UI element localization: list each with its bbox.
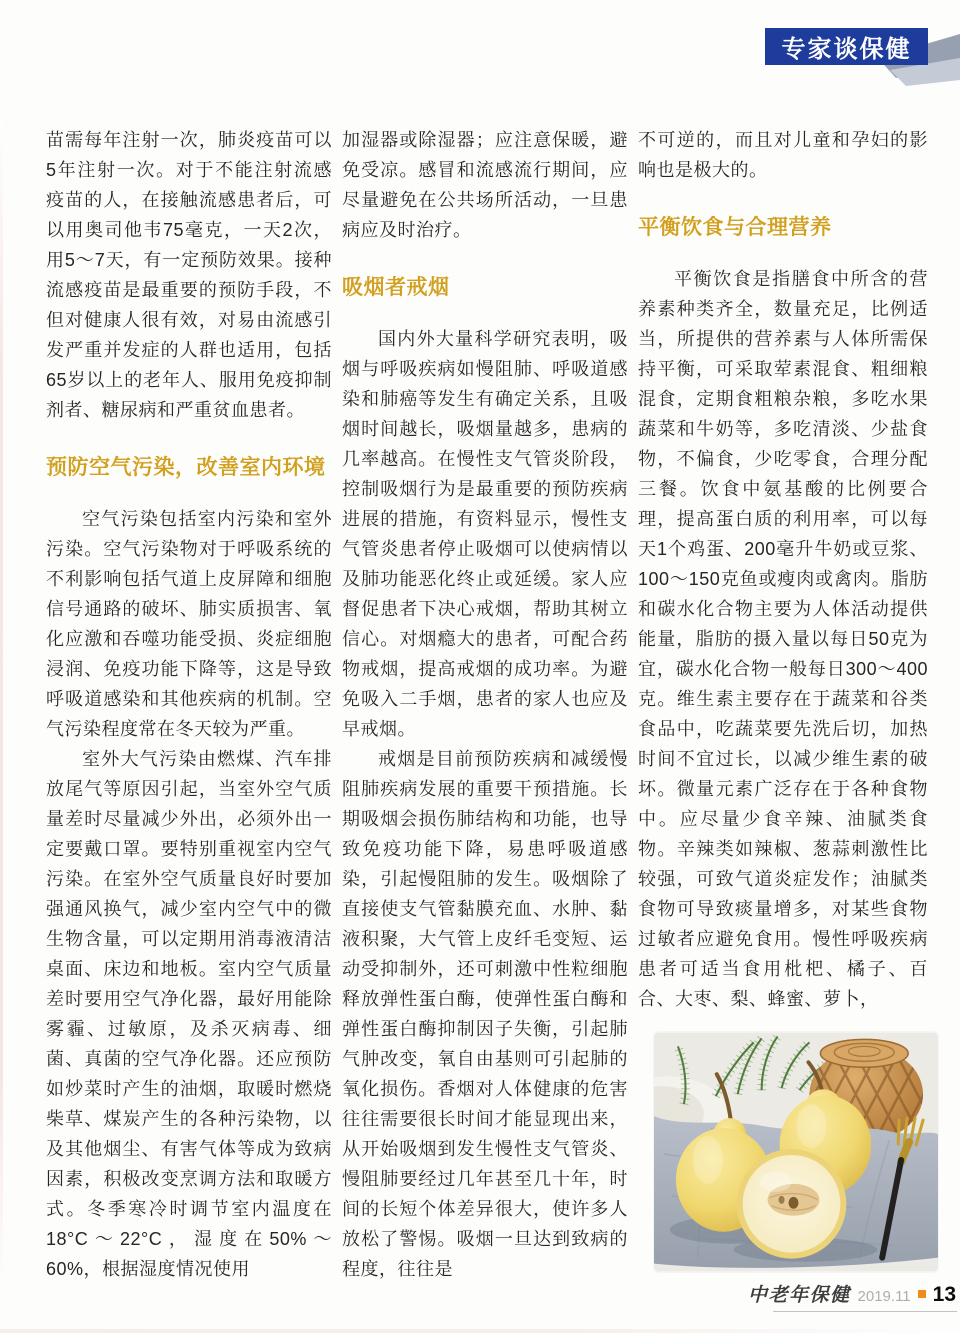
body-paragraph: 国内外大量科学研究表明，吸烟与呼吸疾病如慢阻肺、呼吸道感染和肺癌等发生有确定关系，且吸烟时间越长，吸烟量越多，患病的几率越高。在慢性支气管炎阶段，控制吸烟行为是最重要的预防疾病进展的措施，有资料显示，慢性支气管炎患者停止吸烟可以使病情以及肺功能恶化终止或延缓。家人应督促患者下决心戒烟，帮助其树立信心。对烟瘾大的患者，可配合药物戒烟，提高戒烟的成功率。为避免吸入二手烟，患者的家人也应及早戒烟。 (342, 329, 628, 739)
pears-photo (654, 1032, 938, 1272)
body-paragraph: 不可逆的，而且对儿童和孕妇的影响也是极大的。 (638, 130, 928, 180)
magazine-title: 中老年保健 (748, 1284, 851, 1306)
section-banner (740, 18, 960, 92)
body-paragraph: 空气污染包括室内污染和室外污染。空气污染物对于呼吸系统的不利影响包括气道上皮屏障和细胞信号通路的破坏、肺实质损害、氧化应激和吞噬功能受损、炎症细胞浸润、免疫功能下降等，这是导致呼吸道感染和其他疾病的机制。空气污染程度常在冬天较为严重。 (46, 509, 332, 739)
page-footer (620, 1280, 956, 1307)
scan-edge-left (0, 120, 3, 1300)
page-number: 13 (932, 1283, 956, 1306)
section-heading: 平衡饮食与合理营养 (638, 216, 832, 239)
section-heading: 吸烟者戒烟 (342, 276, 450, 299)
issue-number: 2019.11 (857, 1288, 911, 1305)
banner-title-box (765, 28, 928, 65)
text-column-right (638, 125, 928, 1014)
scan-edge-bottom (0, 1329, 960, 1333)
text-column-middle (342, 125, 628, 1284)
body-paragraph: 加湿器或除湿器；应注意保暖，避免受凉。感冒和流感流行期间，应尽量避免在公共场所活动，一旦患病应及时治疗。 (342, 130, 628, 240)
text-column-left (46, 125, 332, 1284)
footer-accent-square (918, 1290, 926, 1298)
footer-rule (773, 1311, 957, 1312)
banner-title: 专家谈保健 (781, 36, 912, 63)
body-paragraph: 室外大气污染由燃煤、汽车排放尾气等原因引起，当室外空气质量差时尽量减少外出，必须外出一定要戴口罩。要特别重视室内空气污染。在室外空气质量良好时要加强通风换气，减少室内空气中的微生物含量，可以定期用消毒液清洁桌面、床边和地板。室内空气质量差时要用空气净化器，最好用能除雾霾、过敏原，及杀灭病毒、细菌、真菌的空气净化器。还应预防如炒菜时产生的油烟，取暖时燃烧柴草、煤炭产生的各种污染物，以及其他烟尘、有害气体等成为致病因素，积极改变烹调方法和取暖方式。冬季寒冷时调节室内温度在18°C～22°C，湿度在50%～60%，根据湿度情况使用 (46, 749, 332, 1279)
body-paragraph: 苗需每年注射一次，肺炎疫苗可以5年注射一次。对于不能注射流感疫苗的人，在接触流感患者后，可以用奥司他韦75毫克，一天2次，用5～7天，有一定预防效果。接种流感疫苗是最重要的预防手段，不但对健康人很有效，对易由流感引发严重并发症的人群也适用，包括65岁以上的老年人、服用免疫抑制剂者、糖尿病和严重贫血患者。 (46, 130, 332, 420)
body-paragraph: 平衡饮食是指膳食中所含的营养素种类齐全，数量充足，比例适当，所提供的营养素与人体所需保持平衡，可采取荤素混食、粗细粮混食，定期食粗粮杂粮，多吃水果蔬菜和牛奶等，多吃清淡、少盐食物，不偏食，少吃零食，合理分配三餐。饮食中氨基酸的比例要合理，提高蛋白质的利用率，可以每天1个鸡蛋、200毫升牛奶或豆浆、100～150克鱼或瘦肉或禽肉。脂肪和碳水化合物主要为人体活动提供能量，脂肪的摄入量以每日50克为宜，碳水化合物一般每日300～400克。维生素主要存在于蔬菜和谷类食品中，吃蔬菜要先洗后切，加热时间不宜过长，以减少维生素的破坏。微量元素广泛存在于各种食物中。应尽量少食辛辣、油腻类食物。辛辣类如辣椒、葱蒜刺激性比较强，可致气道炎症发作；油腻类食物可导致痰量增多，对某些食物过敏者应避免食用。慢性呼吸疾病患者可适当食用枇杷、橘子、百合、大枣、梨、蜂蜜、萝卜， (638, 269, 928, 1009)
pears-photo-illustration (654, 1032, 938, 1272)
section-heading: 预防空气污染，改善室内环境 (46, 456, 326, 479)
half-pear (740, 1152, 844, 1256)
body-paragraph: 戒烟是目前预防疾病和减缓慢阻肺疾病发展的重要干预措施。长期吸烟会损伤肺结构和功能，也导致免疫功能下降，易患呼吸道感染，引起慢阻肺的发生。吸烟除了直接使支气管黏膜充血、水肿、黏液积聚，大气管上皮纤毛变短、运动受抑制外，还可刺激中性粒细胞释放弹性蛋白酶，使弹性蛋白酶和弹性蛋白酶抑制因子失衡，引起肺气肿改变，氧自由基则可引起肺的氧化损伤。香烟对人体健康的危害往往需要很长时间才能显现出来，从开始吸烟到发生慢性支气管炎、慢阻肺要经过几年甚至几十年，时间的长短个体差异很大，使许多人放松了警惕。吸烟一旦达到致病的程度，往往是 (342, 749, 628, 1279)
